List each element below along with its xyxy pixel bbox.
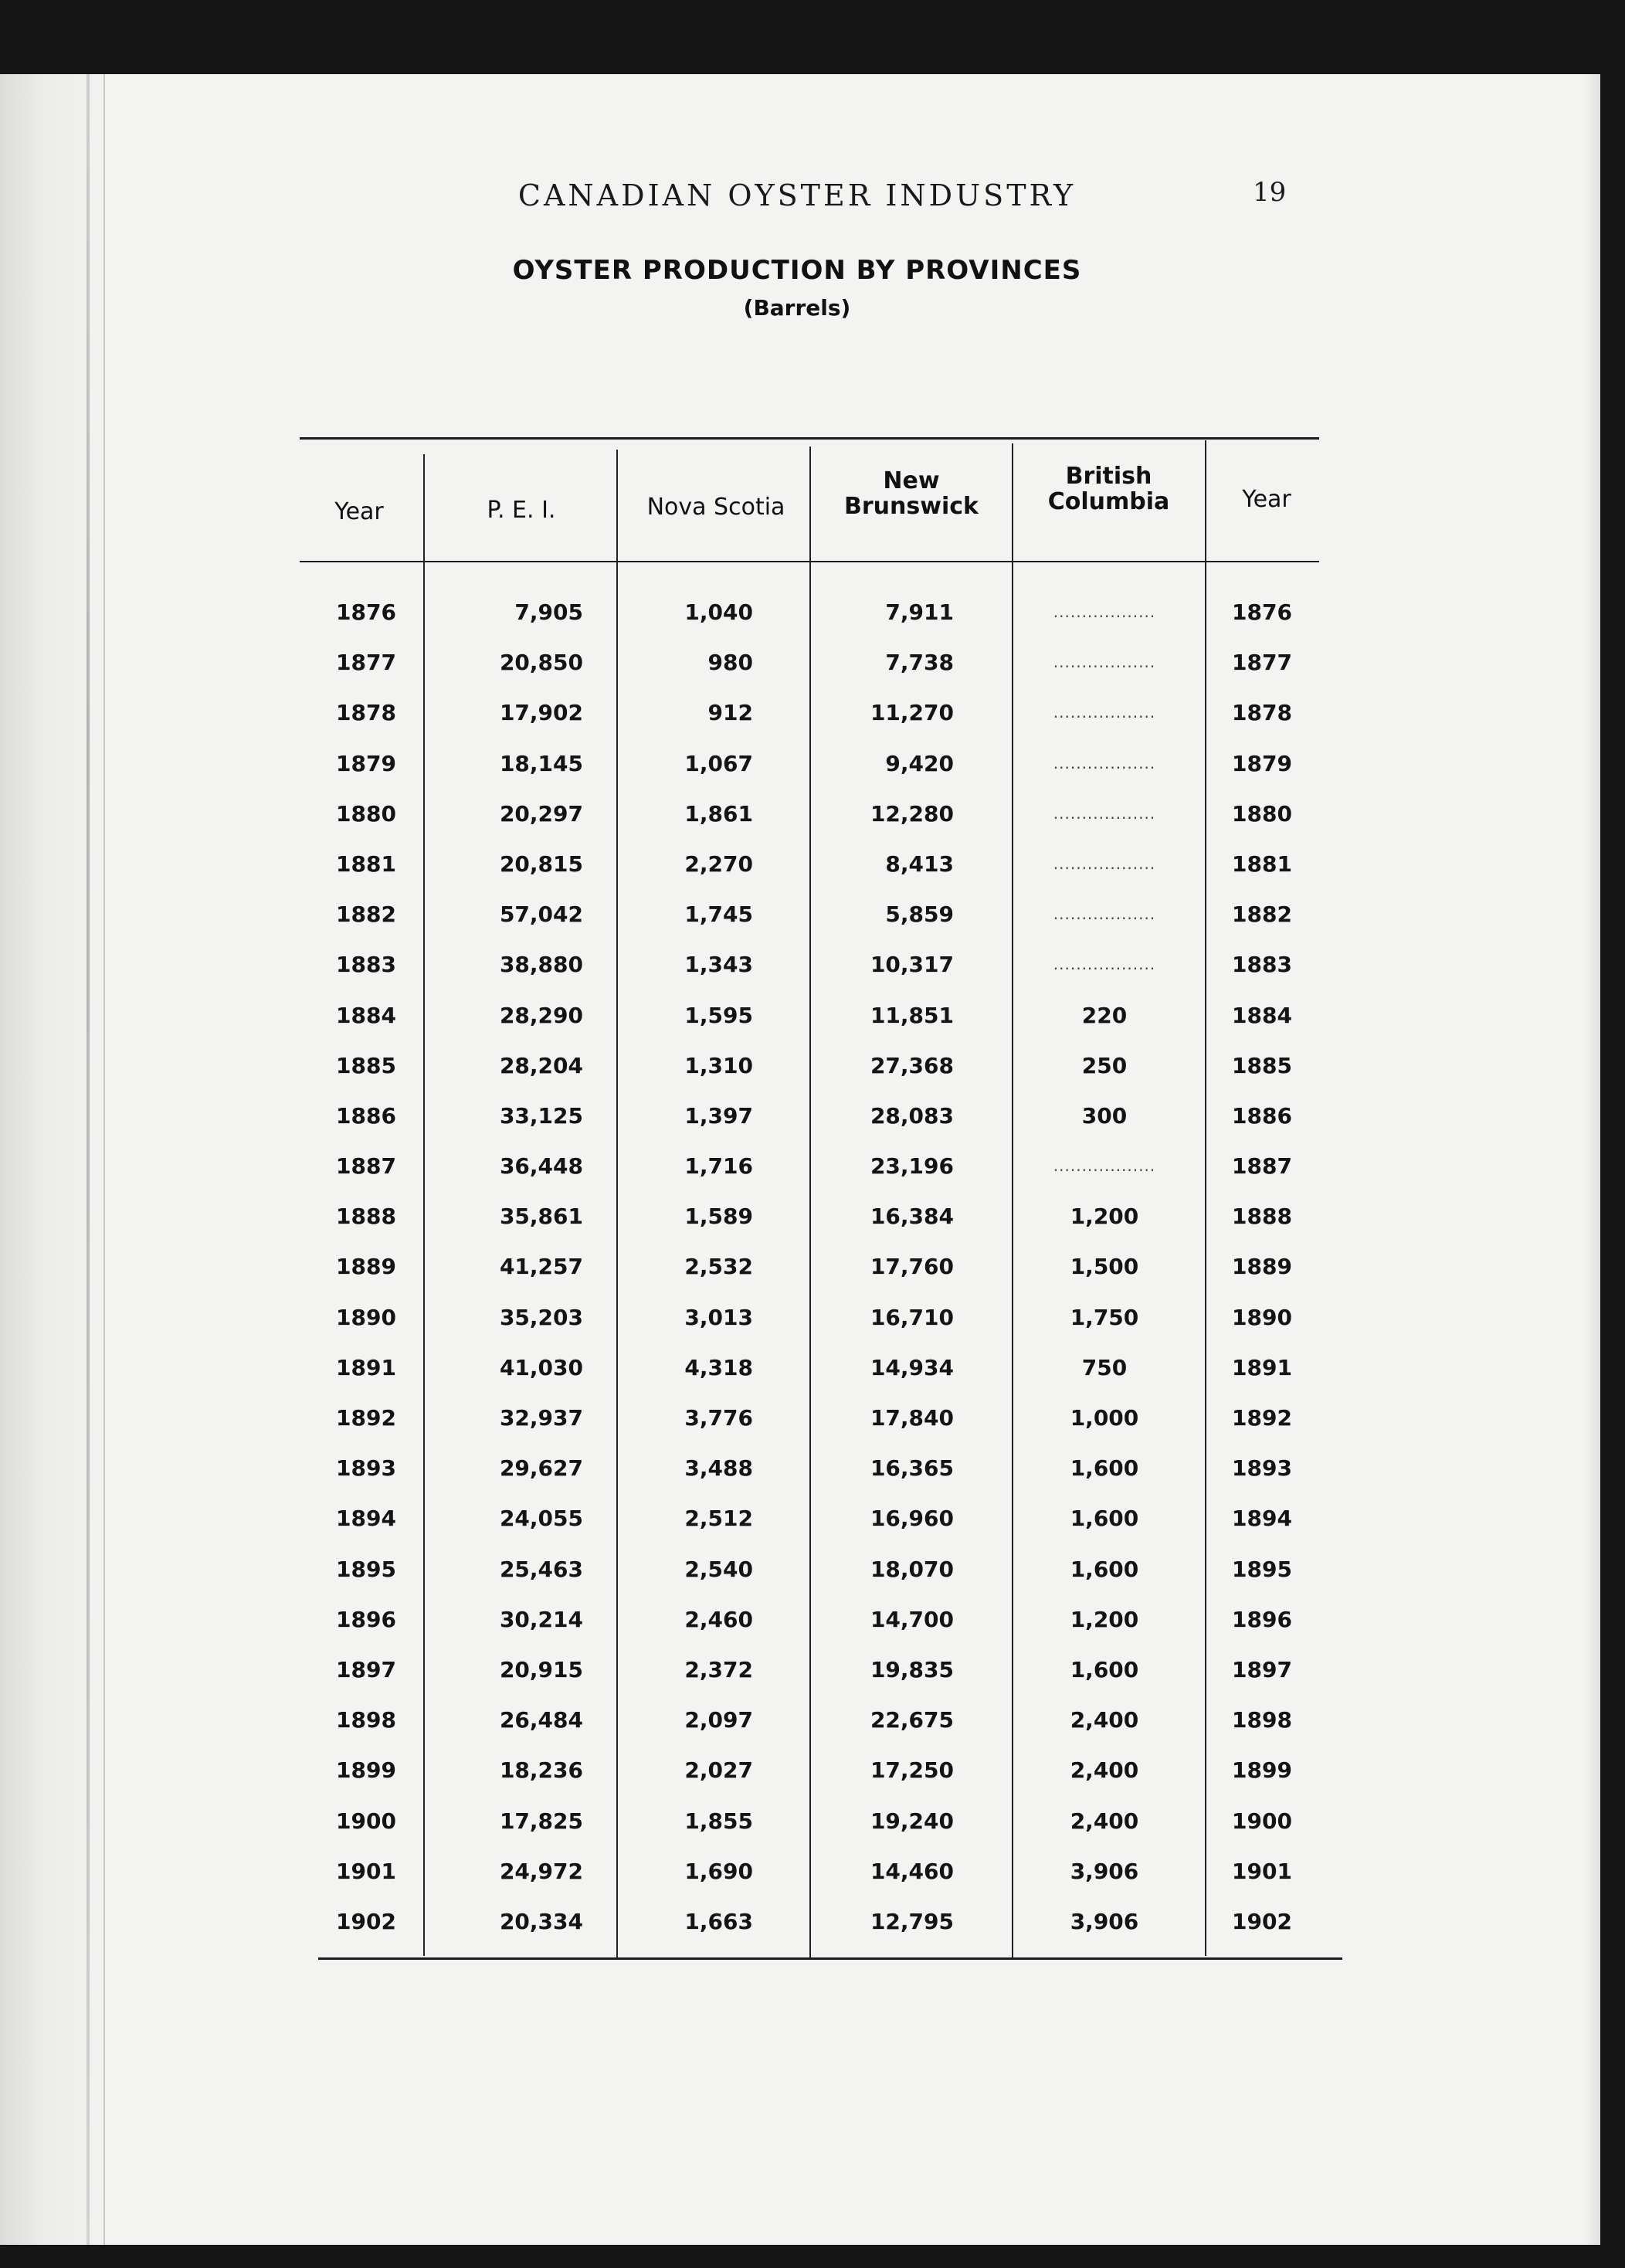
- header-year-label: Year: [334, 498, 384, 525]
- new-brunswick-cell: 17,840: [870, 1405, 954, 1431]
- table-row: [305, 1039, 1348, 1089]
- new-brunswick-cell: 14,700: [870, 1606, 954, 1632]
- table-row: [305, 586, 1348, 636]
- year-right-cell: 1902: [1232, 1908, 1292, 1934]
- year-right-cell: 1878: [1232, 700, 1292, 726]
- header-nova-scotia: [627, 494, 805, 520]
- pei-cell: 41,030: [499, 1354, 583, 1380]
- nova-scotia-cell: 2,512: [684, 1506, 753, 1532]
- nova-scotia-cell: 1,589: [684, 1204, 753, 1230]
- nova-scotia-cell: 2,460: [684, 1606, 753, 1632]
- new-brunswick-cell: 10,317: [870, 952, 954, 978]
- year-right-cell: 1880: [1232, 800, 1292, 827]
- pei-cell: 20,815: [499, 850, 583, 877]
- british-columbia-cell: 1,200: [1070, 1606, 1139, 1632]
- pei-cell: 32,937: [499, 1405, 583, 1431]
- table-row: [305, 1291, 1348, 1341]
- new-brunswick-cell: 17,250: [870, 1757, 954, 1784]
- header-new-brunswick-line2: Brunswick: [844, 493, 979, 520]
- nova-scotia-cell: 1,716: [684, 1153, 753, 1180]
- year-right-cell: 1893: [1232, 1455, 1292, 1482]
- year-cell: 1885: [336, 1052, 396, 1078]
- british-columbia-cell: ..................: [1053, 653, 1156, 672]
- pei-cell: 20,334: [499, 1908, 583, 1934]
- year-right-cell: 1879: [1232, 750, 1292, 776]
- british-columbia-cell: ..................: [1053, 753, 1156, 772]
- header-year-right-label: Year: [1242, 486, 1291, 513]
- nova-scotia-cell: 1,343: [684, 952, 753, 978]
- year-right-cell: 1889: [1232, 1254, 1292, 1280]
- header-british-columbia-line2: Columbia: [1047, 488, 1170, 515]
- page-right-edge: [1583, 74, 1600, 2245]
- table-row: [305, 636, 1348, 686]
- table-row: [305, 1341, 1348, 1391]
- new-brunswick-cell: 19,240: [870, 1808, 954, 1834]
- nova-scotia-cell: 4,318: [684, 1354, 753, 1380]
- year-cell: 1876: [336, 599, 396, 625]
- table-row: [305, 1441, 1348, 1492]
- table-subtitle: (Barrels): [743, 295, 851, 321]
- year-cell: 1882: [336, 901, 396, 928]
- year-cell: 1888: [336, 1204, 396, 1230]
- nova-scotia-cell: 3,776: [684, 1405, 753, 1431]
- year-cell: 1896: [336, 1606, 396, 1632]
- table-row: [305, 1543, 1348, 1593]
- pei-cell: 33,125: [499, 1102, 583, 1129]
- table-row: [305, 1743, 1348, 1794]
- year-cell: 1881: [336, 850, 396, 877]
- year-cell: 1889: [336, 1254, 396, 1280]
- new-brunswick-cell: 14,934: [870, 1354, 954, 1380]
- nova-scotia-cell: 1,855: [684, 1808, 753, 1834]
- table-row: [305, 1391, 1348, 1441]
- pei-cell: 24,055: [499, 1506, 583, 1532]
- table-row: [305, 1895, 1348, 1945]
- year-right-cell: 1899: [1232, 1757, 1292, 1784]
- british-columbia-cell: 2,400: [1070, 1808, 1139, 1834]
- british-columbia-cell: 220: [1081, 1002, 1128, 1028]
- british-columbia-cell: 3,906: [1070, 1908, 1139, 1934]
- header-new-brunswick: [819, 468, 1004, 519]
- nova-scotia-cell: 3,013: [684, 1304, 753, 1330]
- nova-scotia-cell: 1,690: [684, 1858, 753, 1884]
- pei-cell: 7,905: [514, 599, 583, 625]
- new-brunswick-cell: 28,083: [870, 1102, 954, 1129]
- year-cell: 1879: [336, 750, 396, 776]
- table-row: [305, 837, 1348, 888]
- header-year: [313, 499, 405, 525]
- british-columbia-cell: 1,200: [1070, 1204, 1139, 1230]
- year-cell: 1897: [336, 1656, 396, 1682]
- new-brunswick-cell: 19,835: [870, 1656, 954, 1682]
- year-cell: 1894: [336, 1506, 396, 1532]
- nova-scotia-cell: 1,067: [684, 750, 753, 776]
- year-right-cell: 1897: [1232, 1656, 1292, 1682]
- table-bottom-rule: [318, 1957, 1342, 1960]
- nova-scotia-cell: 2,532: [684, 1254, 753, 1280]
- year-right-cell: 1885: [1232, 1052, 1292, 1078]
- year-cell: 1883: [336, 952, 396, 978]
- new-brunswick-cell: 16,710: [870, 1304, 954, 1330]
- new-brunswick-cell: 16,960: [870, 1506, 954, 1532]
- nova-scotia-cell: 1,310: [684, 1052, 753, 1078]
- pei-cell: 20,297: [499, 800, 583, 827]
- new-brunswick-cell: 8,413: [885, 850, 954, 877]
- british-columbia-cell: 1,600: [1070, 1656, 1139, 1682]
- new-brunswick-cell: 11,270: [870, 700, 954, 726]
- nova-scotia-cell: 1,861: [684, 800, 753, 827]
- british-columbia-cell: 2,400: [1070, 1757, 1139, 1784]
- year-cell: 1886: [336, 1102, 396, 1129]
- pei-cell: 35,203: [499, 1304, 583, 1330]
- year-cell: 1893: [336, 1455, 396, 1482]
- gutter-shadow-line: [87, 74, 90, 2245]
- year-cell: 1901: [336, 1858, 396, 1884]
- year-right-cell: 1900: [1232, 1808, 1292, 1834]
- page-gutter: [0, 74, 110, 2245]
- header-british-columbia-line1: British: [1065, 463, 1152, 490]
- page-number: 19: [1253, 177, 1287, 208]
- gutter-fold-line: [103, 74, 105, 2245]
- year-cell: 1902: [336, 1908, 396, 1934]
- pei-cell: 41,257: [499, 1254, 583, 1280]
- year-right-cell: 1892: [1232, 1405, 1292, 1431]
- year-right-cell: 1881: [1232, 850, 1292, 877]
- table-row: [305, 686, 1348, 736]
- pei-cell: 35,861: [499, 1204, 583, 1230]
- table-row: [305, 1139, 1348, 1190]
- table-row: [305, 1794, 1348, 1845]
- new-brunswick-cell: 16,384: [870, 1204, 954, 1230]
- nova-scotia-cell: 980: [707, 650, 753, 676]
- british-columbia-cell: 1,500: [1070, 1254, 1139, 1280]
- pei-cell: 18,236: [499, 1757, 583, 1784]
- nova-scotia-cell: 2,372: [684, 1656, 753, 1682]
- new-brunswick-cell: 9,420: [885, 750, 954, 776]
- header-year-right: [1220, 487, 1313, 512]
- pei-cell: 30,214: [499, 1606, 583, 1632]
- pei-cell: 38,880: [499, 952, 583, 978]
- pei-cell: 24,972: [499, 1858, 583, 1884]
- year-right-cell: 1896: [1232, 1606, 1292, 1632]
- pei-cell: 28,204: [499, 1052, 583, 1078]
- year-right-cell: 1884: [1232, 1002, 1292, 1028]
- year-right-cell: 1894: [1232, 1506, 1292, 1532]
- pei-cell: 57,042: [499, 901, 583, 928]
- year-cell: 1890: [336, 1304, 396, 1330]
- header-new-brunswick-line1: New: [883, 467, 940, 494]
- nova-scotia-cell: 1,745: [684, 901, 753, 928]
- header-pei: [440, 497, 602, 523]
- new-brunswick-cell: 27,368: [870, 1052, 954, 1078]
- table-row: [305, 989, 1348, 1039]
- table-row: [305, 737, 1348, 787]
- table-row: [305, 1190, 1348, 1240]
- british-columbia-cell: ..................: [1053, 1156, 1156, 1176]
- nova-scotia-cell: 1,397: [684, 1102, 753, 1129]
- british-columbia-cell: 1,000: [1070, 1405, 1139, 1431]
- new-brunswick-cell: 23,196: [870, 1153, 954, 1180]
- table-top-rule: [300, 437, 1319, 440]
- pei-cell: 20,915: [499, 1656, 583, 1682]
- nova-scotia-cell: 1,663: [684, 1908, 753, 1934]
- year-right-cell: 1877: [1232, 650, 1292, 676]
- pei-cell: 25,463: [499, 1556, 583, 1582]
- pei-cell: 29,627: [499, 1455, 583, 1482]
- british-columbia-cell: ..................: [1053, 803, 1156, 823]
- table-row: [305, 888, 1348, 938]
- year-right-cell: 1895: [1232, 1556, 1292, 1582]
- nova-scotia-cell: 2,270: [684, 850, 753, 877]
- table-row: [305, 1492, 1348, 1542]
- table-body: [305, 586, 1348, 1945]
- pei-cell: 20,850: [499, 650, 583, 676]
- british-columbia-cell: 250: [1081, 1052, 1128, 1078]
- new-brunswick-cell: 14,460: [870, 1858, 954, 1884]
- table-row: [305, 938, 1348, 988]
- year-cell: 1884: [336, 1002, 396, 1028]
- year-cell: 1877: [336, 650, 396, 676]
- year-cell: 1895: [336, 1556, 396, 1582]
- new-brunswick-cell: 5,859: [885, 901, 954, 928]
- running-head: CANADIAN OYSTER INDUSTRY: [517, 178, 1077, 212]
- year-right-cell: 1887: [1232, 1153, 1292, 1180]
- pei-cell: 17,825: [499, 1808, 583, 1834]
- header-british-columbia: [1018, 463, 1199, 514]
- new-brunswick-cell: 12,280: [870, 800, 954, 827]
- new-brunswick-cell: 7,738: [885, 650, 954, 676]
- british-columbia-cell: ..................: [1053, 905, 1156, 924]
- table-row: [305, 787, 1348, 837]
- pei-cell: 26,484: [499, 1707, 583, 1733]
- year-right-cell: 1891: [1232, 1354, 1292, 1380]
- british-columbia-cell: ..................: [1053, 703, 1156, 722]
- british-columbia-cell: 1,600: [1070, 1455, 1139, 1482]
- british-columbia-cell: 1,600: [1070, 1556, 1139, 1582]
- year-cell: 1880: [336, 800, 396, 827]
- nova-scotia-cell: 912: [707, 700, 753, 726]
- nova-scotia-cell: 2,097: [684, 1707, 753, 1733]
- year-right-cell: 1883: [1232, 952, 1292, 978]
- table-row: [305, 1643, 1348, 1693]
- nova-scotia-cell: 1,040: [684, 599, 753, 625]
- year-cell: 1878: [336, 700, 396, 726]
- new-brunswick-cell: 17,760: [870, 1254, 954, 1280]
- new-brunswick-cell: 16,365: [870, 1455, 954, 1482]
- table-row: [305, 1593, 1348, 1643]
- year-cell: 1899: [336, 1757, 396, 1784]
- pei-cell: 36,448: [499, 1153, 583, 1180]
- year-right-cell: 1888: [1232, 1204, 1292, 1230]
- nova-scotia-cell: 3,488: [684, 1455, 753, 1482]
- pei-cell: 28,290: [499, 1002, 583, 1028]
- pei-cell: 17,902: [499, 700, 583, 726]
- british-columbia-cell: 750: [1081, 1354, 1128, 1380]
- new-brunswick-cell: 12,795: [870, 1908, 954, 1934]
- year-cell: 1892: [336, 1405, 396, 1431]
- british-columbia-cell: ..................: [1053, 854, 1156, 873]
- year-cell: 1898: [336, 1707, 396, 1733]
- year-cell: 1887: [336, 1153, 396, 1180]
- table-row: [305, 1089, 1348, 1139]
- table-row: [305, 1845, 1348, 1895]
- british-columbia-cell: 300: [1081, 1102, 1128, 1129]
- british-columbia-cell: 1,600: [1070, 1506, 1139, 1532]
- new-brunswick-cell: 7,911: [885, 599, 954, 625]
- year-cell: 1891: [336, 1354, 396, 1380]
- year-right-cell: 1890: [1232, 1304, 1292, 1330]
- header-nova-scotia-label: Nova Scotia: [646, 494, 785, 521]
- pei-cell: 18,145: [499, 750, 583, 776]
- nova-scotia-cell: 2,540: [684, 1556, 753, 1582]
- year-cell: 1900: [336, 1808, 396, 1834]
- new-brunswick-cell: 18,070: [870, 1556, 954, 1582]
- year-right-cell: 1882: [1232, 901, 1292, 928]
- header-pei-label: P. E. I.: [487, 497, 556, 524]
- british-columbia-cell: 3,906: [1070, 1858, 1139, 1884]
- table-title: OYSTER PRODUCTION BY PROVINCES: [512, 255, 1082, 286]
- nova-scotia-cell: 2,027: [684, 1757, 753, 1784]
- british-columbia-cell: ..................: [1053, 603, 1156, 621]
- british-columbia-cell: 2,400: [1070, 1707, 1139, 1733]
- year-right-cell: 1886: [1232, 1102, 1292, 1129]
- table-row: [305, 1693, 1348, 1743]
- new-brunswick-cell: 22,675: [870, 1707, 954, 1733]
- new-brunswick-cell: 11,851: [870, 1002, 954, 1028]
- year-right-cell: 1898: [1232, 1707, 1292, 1733]
- nova-scotia-cell: 1,595: [684, 1002, 753, 1028]
- year-right-cell: 1876: [1232, 599, 1292, 625]
- british-columbia-cell: ..................: [1053, 955, 1156, 974]
- table-row: [305, 1240, 1348, 1290]
- british-columbia-cell: 1,750: [1070, 1304, 1139, 1330]
- year-right-cell: 1901: [1232, 1858, 1292, 1884]
